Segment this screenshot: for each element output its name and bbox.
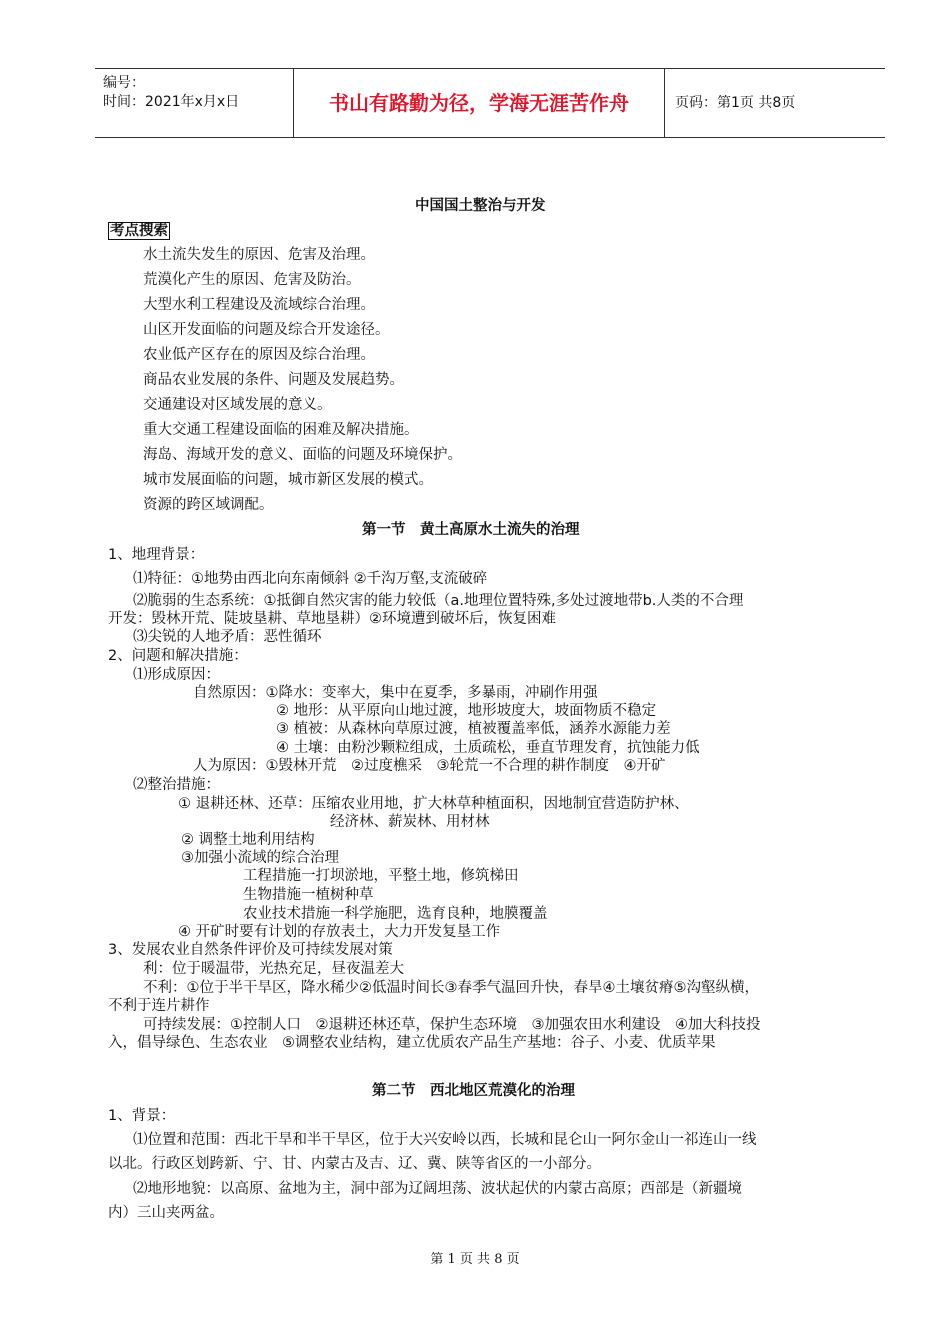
key-point-item: 山区开发面临的问题及综合开发途径。 (143, 322, 390, 338)
document-title: 中国国土整治与开发 (415, 198, 546, 214)
body-line: 自然原因：①降水：变率大，集中在夏季，多暴雨，冲刷作用强 (193, 685, 598, 701)
body-line: ② 地形：从平原向山地过渡，地形坡度大，坡面物质不稳定 (276, 703, 657, 719)
body-line: 经济林、薪炭林、用材林 (330, 814, 490, 830)
body-line: 开发：毁林开荒、陡坡垦耕、草地垦耕）②环境遭到破坏后，恢复困难 (108, 611, 556, 627)
body-line: 可持续发展：①控制人口 ②退耕还林还草，保护生态环境 ③加强农田水利建设 ④加大科技投 (143, 1017, 761, 1033)
key-point-item: 交通建设对区域发展的意义。 (143, 397, 332, 413)
page-footer: 第 1 页 共 8 页 (430, 1252, 520, 1267)
body-line: ⑴特征：①地势由西北向东南倾斜 ②千沟万壑,支流破碎 (133, 571, 488, 587)
body-line: ⑴位置和范围：西北干旱和半干旱区，位于大兴安岭以西，长城和昆仑山一阿尔金山一祁连山一线 (133, 1132, 757, 1148)
body-line: ⑵整治措施： (133, 777, 220, 793)
key-point-item: 商品农业发展的条件、问题及发展趋势。 (143, 372, 404, 388)
body-line: 1、地理背景： (108, 547, 205, 563)
header-divider (664, 69, 665, 137)
header-meta (103, 74, 293, 112)
section-heading: 第一节 黄土高原水土流失的治理 (362, 522, 580, 538)
body-line: ⑵地形地貌：以高原、盆地为主，洞中部为辽阔坦荡、波状起伏的内蒙古高原；西部是（新疆境 (133, 1181, 742, 1197)
document-header (95, 68, 885, 138)
body-line: ③加强小流域的综合治理 (181, 850, 339, 866)
body-line: ③ 植被：从森林向草原过渡，植被覆盖率低，涵养水源能力差 (276, 721, 671, 737)
body-line: 1、背景： (108, 1108, 176, 1124)
body-line: 人为原因：①毁林开荒 ②过度樵采 ③轮荒一不合理的耕作制度 ④开矿 (193, 758, 666, 774)
body-line: 不利于连片耕作 (108, 998, 210, 1014)
time-label: 时间：2021年x月x日 (103, 94, 240, 110)
body-line: 工程措施一打坝淤地，平整土地，修筑梯田 (243, 868, 519, 884)
key-point-item: 大型水利工程建设及流域综合治理。 (143, 297, 375, 313)
body-line: 以北。行政区划跨新、宁、甘、内蒙古及吉、辽、冀、陕等省区的一小部分。 (108, 1156, 601, 1172)
body-line: ② 调整土地利用结构 (181, 832, 315, 848)
body-line: 3、发展农业自然条件评价及可持续发展对策 (108, 942, 393, 958)
key-point-item: 重大交通工程建设面临的困难及解决措施。 (143, 422, 419, 438)
body-line: ④ 开矿时要有计划的存放表土，大力开发复垦工作 (178, 924, 501, 940)
body-line: ⑶尖锐的人地矛盾：恶性循环 (133, 629, 322, 645)
header-motto: 书山有路勤为径，学海无涯苦作舟 (329, 91, 629, 115)
key-point-item: 荒漠化产生的原因、危害及防治。 (143, 272, 361, 288)
body-line: 利：位于暖温带，光热充足，昼夜温差大 (143, 961, 404, 977)
body-line: 不利：①位于半干旱区，降水稀少②低温时间长③春季气温回升快，春旱④土壤贫瘠⑤沟壑纵横， (143, 980, 759, 996)
body-line: ⑵脆弱的生态系统：①抵御自然灾害的能力较低（a.地理位置特殊,多处过渡地带b.人类的不合理 (133, 593, 744, 609)
body-line: ④ 土壤：由粉沙颗粒组成，土质疏松，垂直节理发育，抗蚀能力低 (276, 740, 700, 756)
key-point-item: 城市发展面临的问题，城市新区发展的模式。 (143, 472, 433, 488)
section-heading: 第二节 西北地区荒漠化的治理 (372, 1083, 575, 1099)
body-line: ① 退耕还林、还草：压缩农业用地，扩大林草种植面积，因地制宜营造防护林、 (178, 796, 689, 812)
header-page-info: 页码：第1页 共8页 (675, 95, 796, 111)
key-point-item: 资源的跨区域调配。 (143, 497, 274, 513)
body-line: 内）三山夹两盆。 (108, 1205, 224, 1221)
key-point-item: 农业低产区存在的原因及综合治理。 (143, 347, 375, 363)
code-label: 编号： (103, 75, 145, 91)
key-point-item: 水土流失发生的原因、危害及治理。 (143, 247, 375, 263)
body-line: 2、问题和解决措施： (108, 648, 248, 664)
key-points-label: 考点搜索 (110, 223, 168, 239)
key-point-item: 海岛、海域开发的意义、面临的问题及环境保护。 (143, 447, 462, 463)
body-line: ⑴形成原因： (133, 667, 220, 683)
body-line: 入，倡导绿色、生态农业 ⑤调整农业结构，建立优质农产品生产基地：谷子、小麦、优质苹果 (108, 1035, 716, 1051)
body-line: 农业技术措施一科学施肥，选育良种，地膜覆盖 (243, 906, 548, 922)
body-line: 生物措施一植树种草 (243, 887, 374, 903)
